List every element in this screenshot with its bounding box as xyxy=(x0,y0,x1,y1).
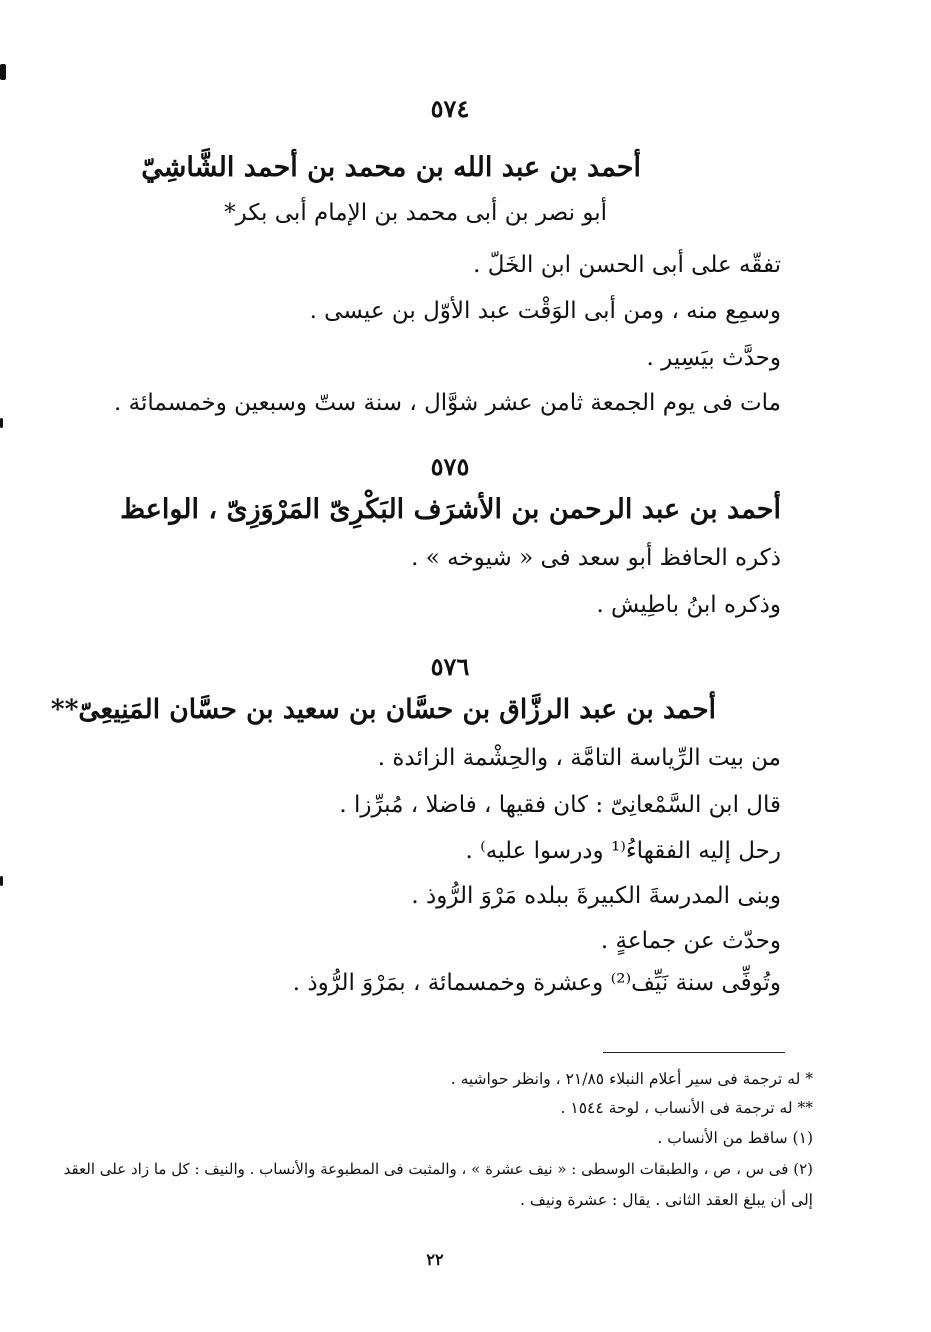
entry-line: وتُوفِّى سنة نَيِّف⁽²⁾ وعشرة وخمسمائة ، بمَرْوَ الرُّوذ . xyxy=(292,970,781,996)
entry-line: تفقّه على أبى الحسن ابن الخَلّ . xyxy=(473,252,781,278)
entry-line: وسمِع منه ، ومن أبى الوَقْت عبد الأوّل بن عيسى . xyxy=(309,298,781,324)
page-number: ٢٢ xyxy=(426,1250,444,1269)
entry-line: مات فى يوم الجمعة ثامن عشر شوَّال ، سنة ستّ وسبعين وخمسمائة . xyxy=(114,390,781,416)
entry-number: ٥٧٦ xyxy=(430,652,470,681)
footnote: (٢) فى س ، ص ، والطبقات الوسطى : « نيف عشرة » ، والمثبت فى المطبوعة والأنساب . والنيف : كل ما زاد على العقد xyxy=(63,1160,813,1178)
footnote-separator xyxy=(603,1052,785,1053)
entry-line: رحل إليه الفقهاءُ⁽¹ ودرسوا عليه⁾ . xyxy=(465,838,781,864)
entry-line: قال ابن السَّمْعانِىّ : كان فقيها ، فاضلا ، مُبرِّزا . xyxy=(339,792,781,818)
scan-mark-middle xyxy=(0,418,3,428)
footnote: ** له ترجمة فى الأنساب ، لوحة ١٥٤٤ . xyxy=(560,1099,813,1117)
entry-line: ذكره الحافظ أبو سعد فى « شيوخه » . xyxy=(411,545,781,571)
entry-line: وحدّث عن جماعةٍ . xyxy=(600,928,781,954)
entry-number: ٥٧٥ xyxy=(430,452,470,481)
entry-heading: أحمد بن عبد الله بن محمد بن أحمد الشَّاشِيّ xyxy=(141,152,641,183)
entry-line: وذكره ابنُ باطِيش . xyxy=(596,592,781,618)
entry-heading: أحمد بن عبد الرحمن بن الأشرَف البَكْرِىّ المَرْوَزِىّ ، الواعظ xyxy=(120,494,781,525)
entry-subheading: أبو نصر بن أبى محمد بن الإمام أبى بكر* xyxy=(224,200,607,226)
scan-mark-top xyxy=(0,64,6,80)
entry-number: ٥٧٤ xyxy=(430,94,470,123)
footnote: (١) ساقط من الأنساب . xyxy=(657,1129,813,1147)
entry-line: وبنى المدرسةَ الكبيرةَ ببلده مَرْوَ الرُّوذ . xyxy=(411,883,781,909)
entry-heading: أحمد بن عبد الرزَّاق بن حسَّان بن سعيد بن حسَّان المَنِيعِىّ** xyxy=(50,694,716,725)
footnote-continuation: إلى أن يبلغ العقد الثانى . يقال : عشرة ونيف . xyxy=(520,1191,813,1209)
footnote: * له ترجمة فى سير أعلام النبلاء ٢١/٨٥ ، وانظر حواشيه . xyxy=(450,1070,813,1088)
scan-mark-lower xyxy=(0,876,3,886)
entry-line: من بيت الرِّياسة التامَّة ، والحِشْمة الزائدة . xyxy=(377,745,781,771)
entry-line: وحدَّث بيَسِير . xyxy=(646,345,781,371)
